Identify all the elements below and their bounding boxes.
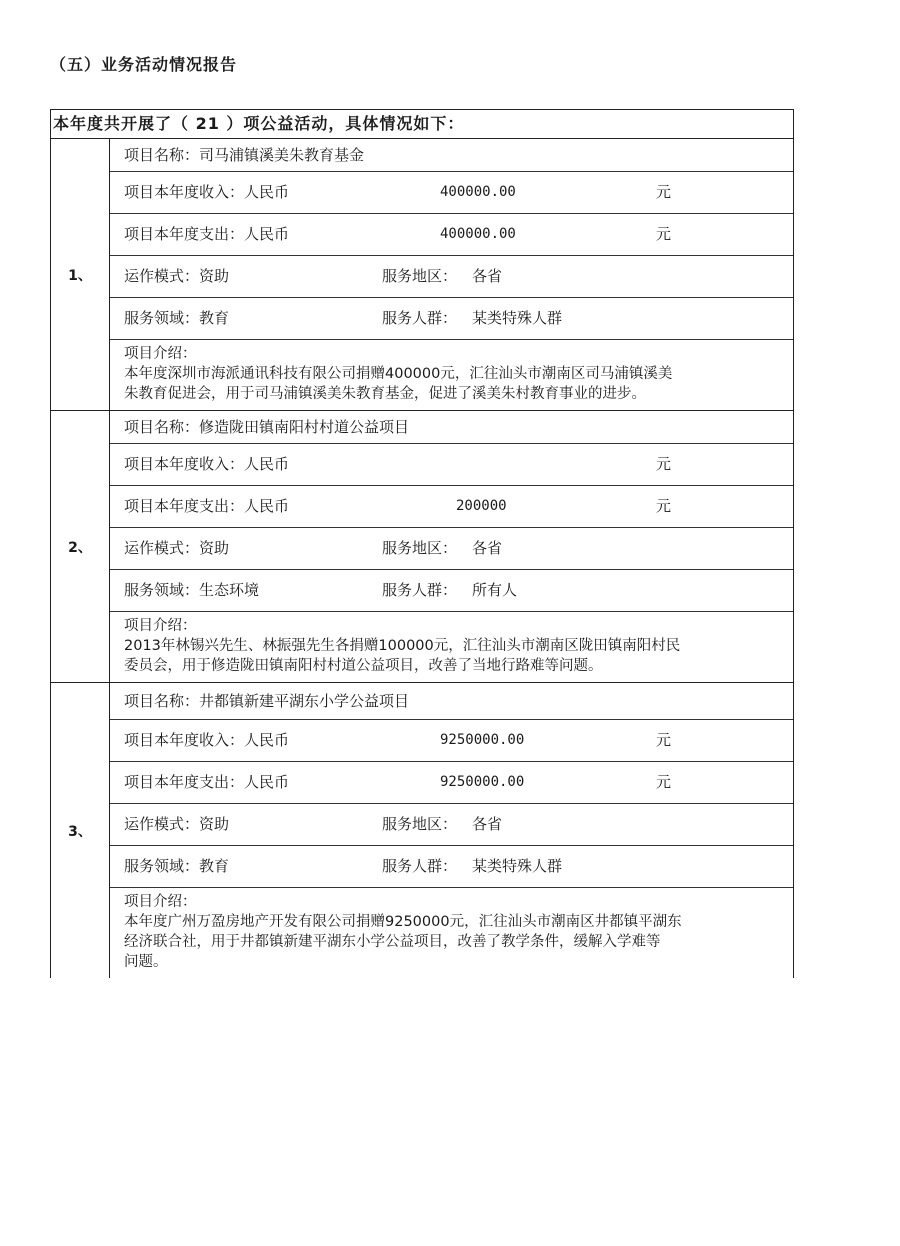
project-intro (110, 888, 793, 978)
mode-region-row (110, 804, 793, 846)
intro-line: 本年度深圳市海派通讯科技有限公司捐赠400000元，汇往汕头市潮南区司马浦镇溪美 (124, 366, 673, 382)
income-row (110, 172, 793, 214)
intro-line: 经济联合社，用于井都镇新建平湖东小学公益项目，改善了教学条件，缓解入学难等 (124, 934, 661, 950)
crowd-value: 某类特殊人群 (472, 857, 563, 875)
expense-unit: 元 (656, 773, 672, 791)
expense-unit: 元 (656, 497, 672, 515)
income-unit: 元 (656, 183, 672, 201)
field-label: 服务领域： (124, 581, 200, 599)
project-number: 3、 (51, 683, 110, 978)
mode-region-row (110, 528, 793, 570)
region-value: 各省 (472, 815, 503, 833)
intro-label: 项目介绍： (124, 346, 197, 362)
activity-count-intro: 本年度共开展了（ 21 ）项公益活动，具体情况如下： (51, 110, 793, 139)
mode-label: 运作模式： (124, 539, 200, 557)
project-number: 1、 (51, 139, 110, 410)
activity-table (50, 109, 794, 978)
expense-row (110, 214, 793, 256)
intro-line: 2013年林锡兴先生、林振强先生各捐赠100000元，汇往汕头市潮南区陇田镇南阳村民 (124, 638, 681, 654)
region-label: 服务地区： (382, 539, 458, 557)
income-row (110, 444, 793, 486)
project-block (51, 683, 793, 978)
intro-line: 委员会，用于修造陇田镇南阳村村道公益项目，改善了当地行路难等问题。 (124, 658, 603, 674)
intro-line: 本年度广州万盈房地产开发有限公司捐赠9250000元，汇往汕头市潮南区井都镇平湖东 (124, 914, 682, 930)
expense-unit: 元 (656, 225, 672, 243)
expense-label: 项目本年度支出：人民币 (124, 225, 290, 243)
field-value: 生态环境 (199, 581, 260, 599)
income-label: 项目本年度收入：人民币 (124, 455, 290, 473)
region-value: 各省 (472, 539, 503, 557)
mode-label: 运作模式： (124, 815, 200, 833)
project-name: 司马浦镇溪美朱教育基金 (199, 146, 365, 164)
project-name: 井都镇新建平湖东小学公益项目 (199, 692, 410, 710)
expense-amount: 200000 (456, 498, 507, 514)
income-label: 项目本年度收入：人民币 (124, 731, 290, 749)
region-value: 各省 (472, 267, 503, 285)
expense-row (110, 762, 793, 804)
project-intro (110, 612, 793, 682)
project-block (51, 139, 793, 411)
intro-label: 项目介绍： (124, 894, 197, 910)
expense-row (110, 486, 793, 528)
crowd-value: 某类特殊人群 (472, 309, 563, 327)
field-crowd-row (110, 298, 793, 340)
project-name-row (110, 139, 793, 172)
crowd-label: 服务人群： (382, 581, 458, 599)
mode-label: 运作模式： (124, 267, 200, 285)
mode-region-row (110, 256, 793, 298)
income-unit: 元 (656, 731, 672, 749)
project-name-row (110, 683, 793, 720)
income-unit: 元 (656, 455, 672, 473)
project-number: 2、 (51, 411, 110, 682)
mode-value: 资助 (199, 267, 230, 285)
expense-label: 项目本年度支出：人民币 (124, 773, 290, 791)
project-name: 修造陇田镇南阳村村道公益项目 (199, 418, 410, 436)
expense-amount: 400000.00 (440, 226, 516, 242)
project-intro (110, 340, 793, 410)
expense-amount: 9250000.00 (440, 774, 525, 790)
expense-label: 项目本年度支出：人民币 (124, 497, 290, 515)
crowd-value: 所有人 (472, 581, 518, 599)
page-heading: （五）业务活动情况报告 (50, 55, 238, 74)
project-name-label: 项目名称： (124, 692, 200, 710)
project-name-label: 项目名称： (124, 418, 200, 436)
mode-value: 资助 (199, 539, 230, 557)
region-label: 服务地区： (382, 815, 458, 833)
field-label: 服务领域： (124, 857, 200, 875)
mode-value: 资助 (199, 815, 230, 833)
income-amount: 9250000.00 (440, 732, 525, 748)
field-crowd-row (110, 570, 793, 612)
region-label: 服务地区： (382, 267, 458, 285)
income-label: 项目本年度收入：人民币 (124, 183, 290, 201)
field-label: 服务领域： (124, 309, 200, 327)
intro-label: 项目介绍： (124, 618, 197, 634)
intro-line: 朱教育促进会，用于司马浦镇溪美朱教育基金，促进了溪美朱村教育事业的进步。 (124, 386, 646, 402)
field-value: 教育 (199, 309, 230, 327)
field-crowd-row (110, 846, 793, 888)
project-name-row (110, 411, 793, 444)
intro-line: 问题。 (124, 954, 168, 970)
crowd-label: 服务人群： (382, 309, 458, 327)
crowd-label: 服务人群： (382, 857, 458, 875)
income-row (110, 720, 793, 762)
field-value: 教育 (199, 857, 230, 875)
project-name-label: 项目名称： (124, 146, 200, 164)
income-amount: 400000.00 (440, 184, 516, 200)
project-block (51, 411, 793, 683)
